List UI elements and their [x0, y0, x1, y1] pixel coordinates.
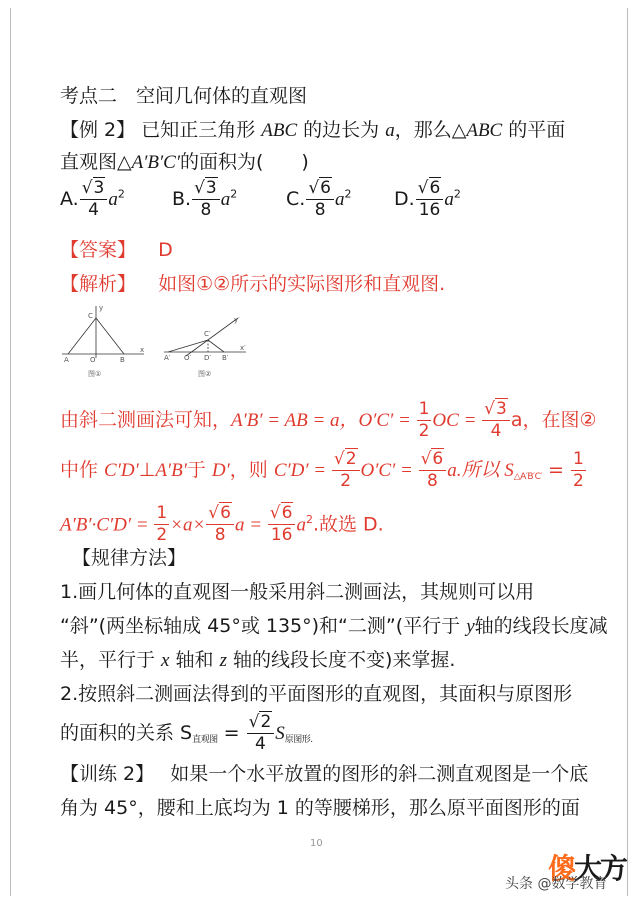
- option-var: a: [444, 189, 454, 210]
- fig2-label-a: A′: [164, 354, 171, 362]
- frac-den: 2: [156, 525, 168, 546]
- figure-1: [58, 302, 148, 380]
- fig1-label-o: O: [90, 356, 96, 364]
- solution-line-3: A′B′·C′D′ = $\frac{1}{2}$ ×a× $\frac{√6}{8}$ a = $\frac{√6}{16}$ $a^2$.故选 D.: [60, 503, 384, 546]
- option-label: D.: [394, 188, 415, 210]
- frac-den: 2: [340, 471, 352, 491]
- frac-num: 1: [156, 503, 168, 524]
- fig2-caption: 图②: [198, 370, 212, 378]
- method-text: 轴的线段长度不变)来掌握.: [226, 649, 456, 671]
- section-title: 考点二 空间几何体的直观图: [60, 85, 308, 107]
- option-var: a: [220, 189, 231, 210]
- option-denominator: 8: [314, 200, 326, 220]
- frac-den: 4: [255, 734, 266, 754]
- watermark-source: 头条 @数学教育: [505, 876, 608, 892]
- question-text: 的边长为: [297, 119, 386, 141]
- frac-den: 4: [490, 421, 502, 441]
- question-text: ，那么△: [394, 119, 467, 141]
- var-abc: ABC: [261, 120, 298, 141]
- watermark-chars: 大方: [574, 852, 627, 885]
- frac-den: 2: [572, 471, 584, 491]
- option-denominator: 8: [200, 200, 212, 220]
- option-exp: 2: [344, 187, 352, 201]
- option-d: D. $\frac{√6}{16}$ $a^2$: [394, 178, 461, 220]
- question-text: 直观图△: [60, 151, 132, 173]
- method-tag: 【规律方法】: [72, 547, 187, 569]
- solution-math: O′C′ =: [360, 460, 418, 481]
- question-text: 的平面: [502, 119, 566, 141]
- solution-text: 于: [186, 459, 212, 481]
- fig1-label-b: B: [120, 356, 125, 364]
- var-abc: ABC: [466, 120, 503, 141]
- solution-line-1: 由斜二测画法可知，A′B′ = AB = a，O′C′ = $\frac{1}{2}$ OC = $\frac{√3}{4}$ a，在图②: [60, 399, 597, 441]
- frac-rad: 3: [495, 399, 507, 419]
- frac-rad: 6: [220, 503, 231, 524]
- option-exp: 2: [453, 187, 461, 201]
- fig2-label-o: O′: [184, 354, 192, 362]
- answer-line: [60, 238, 173, 262]
- frac-den: 16: [270, 525, 293, 546]
- solution-text: ，则: [229, 459, 274, 481]
- frac-rad: 2: [260, 712, 272, 732]
- solution-math: OC =: [432, 410, 482, 431]
- fig2-label-y: y′: [234, 316, 240, 324]
- solution-math: C′D′ =: [273, 460, 331, 481]
- fig2-y-axis: [186, 318, 238, 356]
- option-exp: 2: [117, 187, 125, 201]
- answer-tag: 【答案】: [60, 239, 137, 261]
- frac-den: 8: [214, 525, 226, 546]
- solution-exp: 2: [305, 513, 313, 526]
- solution-text: 由斜二测画法可知，: [60, 409, 232, 431]
- analysis-line: [60, 272, 445, 296]
- answer-value: D: [158, 239, 173, 261]
- fig2-side-bc: [208, 340, 224, 352]
- option-radicand: 6: [429, 178, 441, 198]
- solution-text: a，在图②: [510, 409, 597, 431]
- question-text: 的面积为( ): [179, 151, 309, 173]
- var-x: x: [161, 650, 170, 671]
- solution-math: A′B′·C′D′ =: [60, 514, 154, 536]
- frac-den: 2: [418, 421, 430, 441]
- fig2-side-ac: [168, 340, 208, 352]
- fig1-label-x: x: [140, 346, 145, 354]
- method-subscript: 直观图: [192, 735, 218, 745]
- method-text: 的面积的关系 S: [60, 722, 193, 744]
- option-denominator: 4: [88, 200, 99, 220]
- training-line-2: 角为 45°，腰和上底均为 1 的等腰梯形，那么原平面图形的面: [60, 797, 580, 819]
- fig2-label-x: x′: [240, 344, 246, 352]
- method-p2-line-2: 的面积的关系 $S_{直观图}$ = $\frac{√2}{4}$ $S_{原图形.}$: [60, 712, 313, 754]
- option-a: A. $\frac{√3}{4}$ $a^2$: [60, 178, 125, 220]
- frac-den: 8: [427, 471, 438, 491]
- solution-text: 中作: [60, 459, 105, 481]
- method-text: “斜”(两坐标轴成 45°或 135°)和“二测”(平行于: [60, 615, 467, 637]
- fig1-label-y: y: [99, 304, 104, 312]
- question-text: 已知正三角形: [141, 119, 262, 141]
- analysis-text: 如图①②所示的实际图形和直观图.: [158, 273, 446, 295]
- frac-rad: 6: [432, 449, 444, 469]
- solution-math: a: [296, 514, 306, 536]
- training-text: 如果一个水平放置的图形的斜二测直观图是一个底: [170, 763, 589, 785]
- method-p2-line-1: 2.按照斜二测画法得到的平面图形的直观图，其面积与原图形: [60, 683, 573, 705]
- frac-num: 1: [572, 449, 584, 469]
- method-p1-line-3: [60, 648, 455, 673]
- option-var: a: [108, 189, 118, 210]
- page-number: 10: [310, 838, 323, 849]
- method-text: 半，平行于: [60, 649, 162, 671]
- example-line-1: [60, 118, 565, 143]
- fig1-label-a: A: [64, 356, 69, 364]
- option-label: B.: [172, 188, 192, 210]
- solution-text: =: [541, 459, 570, 481]
- solution-math: ×a×: [170, 514, 206, 536]
- frac-rad: 2: [345, 449, 357, 469]
- solution-math: C′D′: [104, 460, 139, 481]
- var-z: z: [219, 650, 227, 671]
- option-radicand: 6: [320, 178, 331, 198]
- solution-subscript: △A′B′C′: [513, 472, 542, 482]
- var-abc-prime: A′B′C′: [131, 152, 180, 173]
- training-line-1: [60, 762, 588, 786]
- solution-text: ⊥: [138, 459, 156, 481]
- figure-2: [160, 312, 250, 380]
- option-label: C.: [286, 188, 306, 210]
- watermark-char: 傻: [548, 852, 575, 885]
- method-text: 轴和: [169, 649, 220, 671]
- method-subscript: 原图形.: [284, 735, 313, 745]
- option-denominator: 16: [418, 200, 441, 220]
- method-text: =: [217, 722, 246, 744]
- option-radicand: 3: [205, 178, 217, 198]
- solution-math: D′: [211, 460, 230, 481]
- fig1-label-c: C: [88, 312, 93, 320]
- var-y: y: [466, 616, 475, 637]
- option-label: A.: [60, 188, 79, 210]
- fig2-label-b: B′: [222, 354, 229, 362]
- example-tag: 【例 2】: [60, 119, 136, 141]
- option-b: B. $\frac{√3}{8}$ $a^2$: [172, 178, 238, 220]
- solution-math: a =: [234, 514, 267, 536]
- fig1-caption: 图①: [88, 370, 102, 378]
- method-p1-line-2: [60, 614, 608, 639]
- option-exp: 2: [230, 187, 238, 201]
- fig2-label-c: C′: [204, 330, 211, 338]
- frac-num: 1: [418, 399, 430, 419]
- fig1-side-ac: [68, 318, 96, 354]
- fig2-label-d: D′: [204, 354, 211, 362]
- fig1-side-bc: [96, 318, 124, 354]
- var-a: a: [385, 120, 395, 141]
- training-tag: 【训练 2】: [60, 763, 155, 785]
- solution-text: .故选 D.: [312, 513, 384, 536]
- solution-math: A′B′ = AB = a，O′C′ =: [231, 410, 416, 431]
- solution-line-2: 中作 C′D′⊥A′B′于 D′，则 C′D′ = $\frac{√2}{2}$ O′C′ = $\frac{√6}{8}$ a.所以 $S_{\triangle A'B'C'}$ = $\frac{1}{2}$: [60, 449, 584, 491]
- solution-math: A′B′: [155, 460, 187, 481]
- frac-rad: 6: [281, 503, 293, 524]
- method-text: 轴的线段长度减: [474, 615, 608, 637]
- solution-math: a.所以 S: [447, 460, 514, 481]
- option-radicand: 3: [93, 178, 105, 198]
- option-var: a: [334, 189, 345, 210]
- example-line-2: [60, 150, 309, 175]
- analysis-tag: 【解析】: [60, 273, 137, 295]
- var-s: S: [275, 723, 285, 744]
- method-p1-line-1: 1.画几何体的直观图一般采用斜二测画法，其规则可以用: [60, 581, 535, 603]
- option-c: C. $\frac{√6}{8}$ $a^2$: [286, 178, 352, 220]
